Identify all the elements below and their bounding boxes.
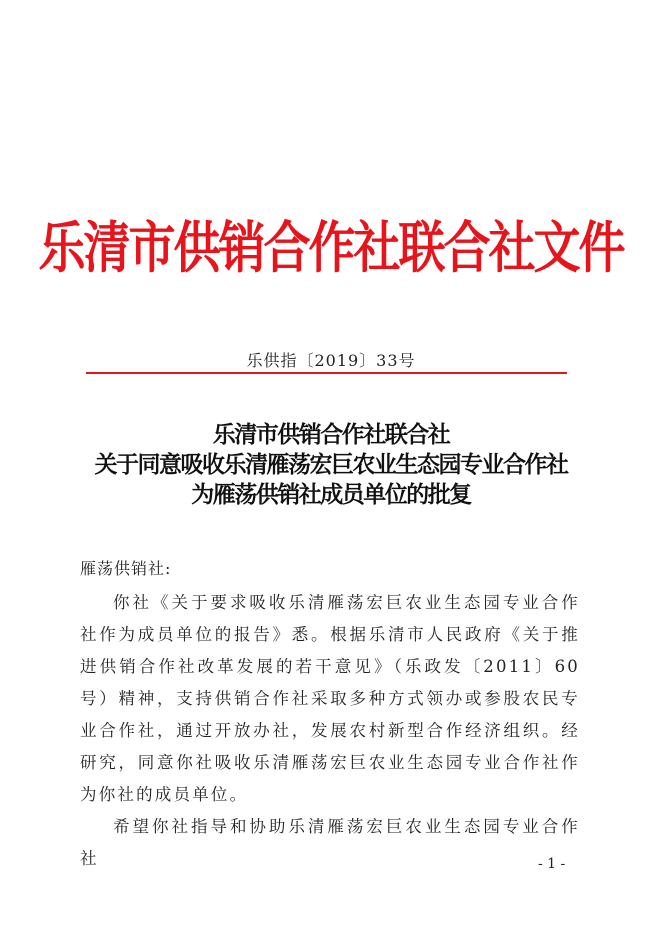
red-divider-line	[86, 372, 567, 374]
title-line-3: 为雁荡供销社成员单位的批复	[191, 482, 471, 508]
body-paragraph-2: 希望你社指导和协助乐清雁荡宏巨农业生态园专业合作社	[80, 817, 580, 868]
title-line-2: 关于同意吸收乐清雁荡宏巨农业生态园专业合作社	[94, 452, 568, 478]
document-header-title: 乐清市供销合作社联合社文件	[38, 216, 624, 282]
page-number: - 1 -	[538, 856, 566, 872]
document-number: 乐供指〔2019〕33号	[246, 351, 416, 370]
document-body	[80, 587, 580, 875]
body-paragraph-1: 你社《关于要求吸收乐清雁荡宏巨农业生态园专业合作社作为成员单位的报告》悉。根据乐清市人民政府《关于推进供销合作社改革发展的若干意见》（乐政发〔2011〕60号）精神，支持供销合作社采取多种方式领办或参股农民专业合作社，通过开放办社，发展农村新型合作经济组织。经研究，同意你社吸收乐清雁荡宏巨农业生态园专业合作社作为你社的成员单位。	[80, 593, 580, 804]
title-line-1: 乐清市供销合作社联合社	[212, 422, 450, 448]
document-title	[0, 420, 662, 510]
salutation: 雁荡供销社:	[80, 559, 172, 578]
